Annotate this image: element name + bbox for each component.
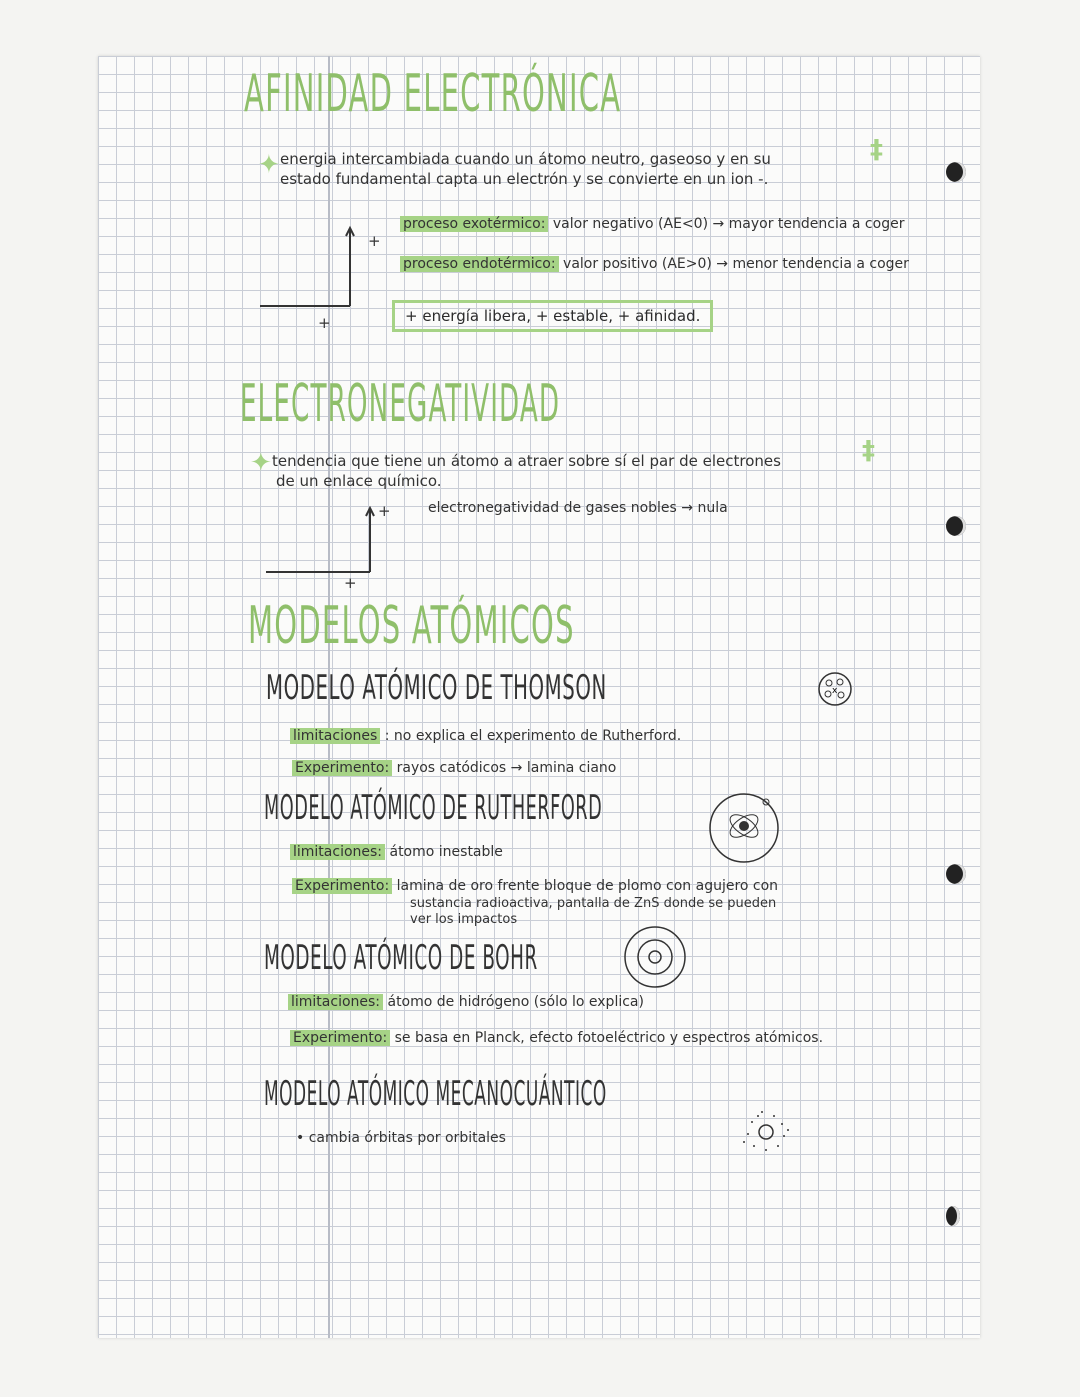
axis-plus-x: + (344, 574, 357, 592)
thomson-exp-text: rayos catódicos → lamina ciano (396, 760, 617, 776)
thomson-exp-label: Experimento: (292, 760, 392, 776)
binder-hole (946, 864, 966, 884)
bohr-exp-text: se basa en Planck, efecto fotoeléctrico y espectros atómicos. (394, 1030, 824, 1046)
rutherford-exp-line2: sustancia radioactiva, pantalla de ZnS donde se pueden (410, 896, 777, 911)
thomson-limitations (290, 728, 681, 744)
electroneg-note: electronegatividad de gases nobles → nula (428, 500, 728, 516)
rutherford-atom-drawing (704, 788, 784, 868)
bohr-exp-label: Experimento: (290, 1030, 390, 1046)
svg-text:x: x (832, 686, 838, 696)
highlight-mark: ‡ (862, 436, 875, 466)
thomson-atom-drawing (810, 664, 860, 714)
thomson-title: MODELO ATÓMICO DE THOMSON (266, 668, 607, 708)
endo-label: proceso endotérmico: (400, 256, 559, 272)
afinidad-definition-line2: estado fundamental capta un electrón y se convierte en un ion -. (280, 170, 769, 188)
mecanocuantico-title: MODELO ATÓMICO MECANOCUÁNTICO (264, 1074, 607, 1114)
exo-line (400, 216, 904, 232)
rutherford-exp-line1: lamina de oro frente bloque de plomo con agujero con (396, 878, 779, 894)
rutherford-exp-line3: ver los impactos (410, 912, 518, 927)
highlight-mark: ✦ (258, 150, 280, 180)
highlight-mark: ‡ (870, 135, 883, 165)
electroneg-axes (266, 500, 396, 580)
rutherford-exp-label: Experimento: (292, 878, 392, 894)
rutherford-title: MODELO ATÓMICO DE RUTHERFORD (264, 788, 603, 828)
axis-plus-y: + (378, 502, 391, 520)
exo-label: proceso exotérmico: (400, 216, 548, 232)
exo-text: valor negativo (AE<0) → mayor tendencia a coger (552, 216, 905, 232)
bohr-title: MODELO ATÓMICO DE BOHR (264, 938, 538, 978)
bohr-experiment (290, 1030, 823, 1046)
endo-line (400, 256, 909, 272)
binder-hole (946, 516, 966, 536)
mecanocuantico-point: • cambia órbitas por orbitales (296, 1130, 506, 1146)
section-title-electronegatividad: ELECTRONEGATIVIDAD (240, 374, 561, 434)
bohr-limitations (288, 994, 644, 1010)
mecanocuantico-atom-drawing (736, 1108, 796, 1158)
section-title-afinidad: AFINIDAD ELECTRÓNICA (244, 64, 622, 124)
endo-text: valor positivo (AE>0) → menor tendencia a coger (563, 256, 909, 272)
rutherford-lim-label: limitaciones: (290, 844, 385, 860)
rutherford-experiment (292, 878, 778, 894)
thomson-lim-label: limitaciones (290, 728, 380, 744)
rutherford-limitations (290, 844, 503, 860)
binder-hole (946, 162, 966, 182)
afinidad-definition-line1: energia intercambiada cuando un átomo neutro, gaseoso y en su (280, 150, 771, 168)
axis-plus-x: + (318, 314, 331, 332)
electroneg-definition-line2: de un enlace químico. (276, 472, 442, 490)
bohr-lim-label: limitaciones: (288, 994, 383, 1010)
binder-hole (946, 1206, 960, 1226)
thomson-lim-text: : no explica el experimento de Rutherford. (384, 728, 682, 744)
section-title-modelos: MODELOS ATÓMICOS (248, 596, 575, 656)
thomson-experiment (292, 760, 616, 776)
electroneg-definition-line1: tendencia que tiene un átomo a atraer sobre sí el par de electrones (272, 452, 781, 470)
bohr-atom-drawing (620, 922, 690, 992)
afinidad-summary-box: + energía libera, + estable, + afinidad. (392, 300, 713, 332)
bohr-lim-text: átomo de hidrógeno (sólo lo explica) (387, 994, 644, 1010)
axis-plus-y: + (368, 232, 381, 250)
rutherford-lim-text: átomo inestable (389, 844, 503, 860)
afinidad-axes (260, 220, 380, 320)
highlight-mark: ✦ (250, 448, 272, 478)
